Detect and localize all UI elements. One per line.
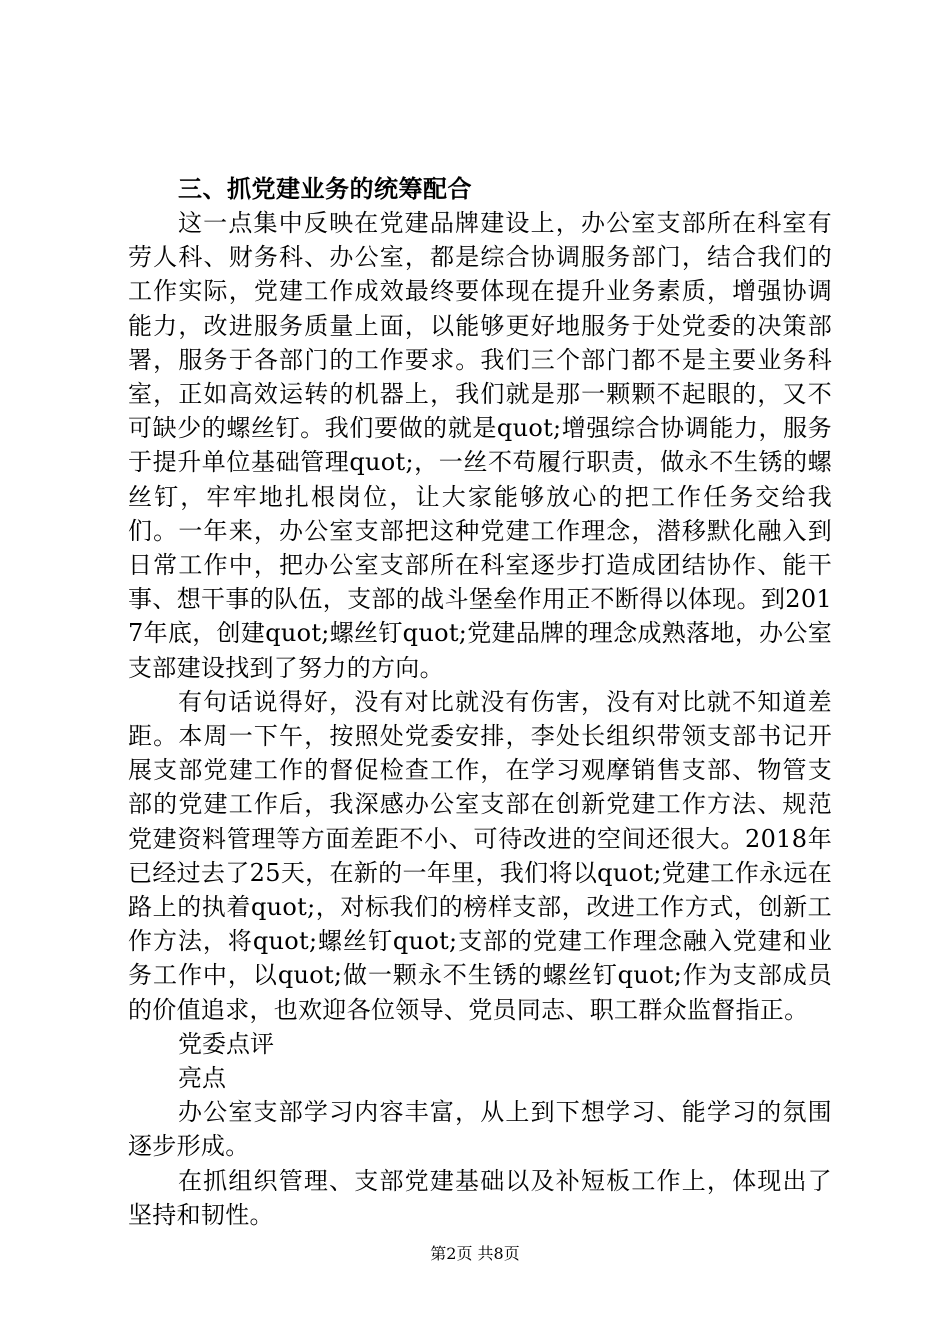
comment-subtitle: 亮点 — [178, 1064, 226, 1093]
page-content — [128, 172, 832, 1232]
comment-item: 办公室支部学习内容丰富，从上到下想学习、能学习的氛围逐步形成。 — [128, 1098, 832, 1161]
section-heading: 三、抓党建业务的统筹配合 — [178, 174, 472, 203]
comment-item: 在抓组织管理、支部党建基础以及补短板工作上，体现出了坚持和韧性。 — [128, 1166, 832, 1229]
body-paragraph: 有句话说得好，没有对比就没有伤害，没有对比就不知道差距。本周一下午，按照处党委安排，李处长组织带领支部书记开展支部党建工作的督促检查工作，在学习观摩销售支部、物管支部的党建工作后，我深感办公室支部在创新党建工作方法、规范党建资料管理等方面差距不小、可待改进的空间还很大。2018年已经过去了25天，在新的一年里，我们将以quot;党建工作永远在路上的执着quot;，对标我们的榜样支部，改进工作方式，创新工作方法，将quot;螺丝钉quot;支部的党建工作理念融入党建和业务工作中，以quot;做一颗永不生锈的螺丝钉quot;作为支部成员的价值追求，也欢迎各位领导、党员同志、职工群众监督指正。 — [128, 687, 832, 1024]
page-number-footer: 第2页 共8页 — [430, 1244, 520, 1263]
comment-title: 党委点评 — [178, 1029, 274, 1058]
body-paragraph: 这一点集中反映在党建品牌建设上，办公室支部所在科室有劳人科、财务科、办公室，都是综合协调服务部门，结合我们的工作实际，党建工作成效最终要体现在提升业务素质，增强协调能力，改进服务质量上面，以能够更好地服务于处党委的决策部署，服务于各部门的工作要求。我们三个部门都不是主要业务科室，正如高效运转的机器上，我们就是那一颗颗不起眼的，又不可缺少的螺丝钉。我们要做的就是quot;增强综合协调能力，服务于提升单位基础管理quot;，一丝不苟履行职责，做永不生锈的螺丝钉，牢牢地扎根岗位，让大家能够放心的把工作任务交给我们。一年来，办公室支部把这种党建工作理念，潜移默化融入到日常工作中，把办公室支部所在科室逐步打造成团结协作、能干事、想干事的队伍，支部的战斗堡垒作用正不断得以体现。到2017年底，创建quot;螺丝钉quot;党建品牌的理念成熟落地，办公室支部建设找到了努力的方向。 — [128, 209, 832, 682]
